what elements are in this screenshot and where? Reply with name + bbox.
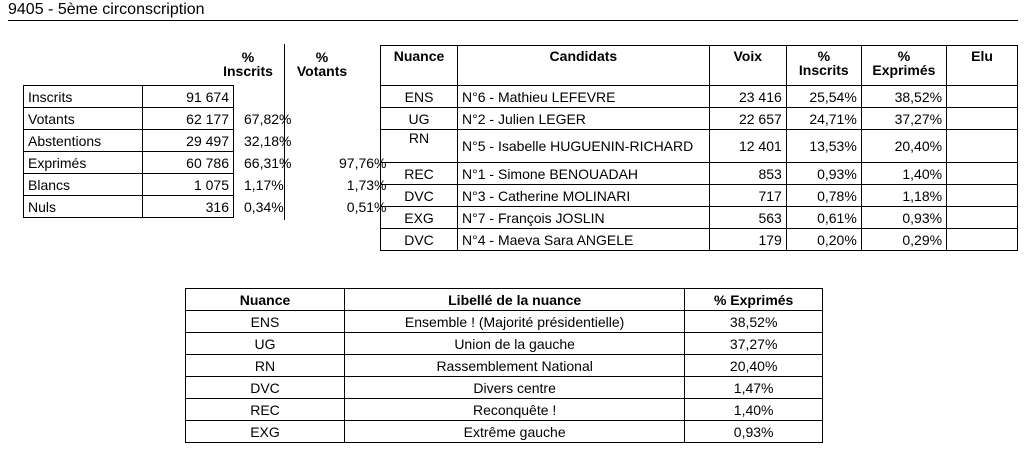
nuance-pct: 1,40% [685,399,823,421]
candidate-nuance: EXG [381,207,458,229]
stats-header-pct-inscrits [216,50,280,78]
candidate-voix: 853 [709,163,786,185]
stats-header-pct-votants [290,50,354,78]
nuance-pct: 0,93% [685,421,823,443]
stats-label: Exprimés [24,152,143,174]
candidate-name: N°2 - Julien LEGER [458,108,710,130]
candidate-voix: 22 657 [709,108,786,130]
nuance-row [186,399,823,421]
candidate-elu [947,86,1018,108]
nuance-pct: 20,40% [685,355,823,377]
candidate-pct-inscrits: 13,53% [786,130,861,163]
stats-row [24,152,393,174]
candidate-nuance: DVC [381,229,458,251]
stats-value: 29 497 [143,130,234,152]
stats-row [24,174,393,196]
col-pct-symbol: % [897,48,911,64]
stats-row [24,196,393,218]
stats-label: Votants [24,108,143,130]
candidate-pct-exprimes: 0,93% [861,207,946,229]
nuance-row [186,421,823,443]
candidate-row [381,207,1018,229]
candidate-name: N°6 - Mathieu LEFEVRE [458,86,710,108]
stats-value: 1 075 [143,174,234,196]
stats-value: 60 786 [143,152,234,174]
nuance-row [186,377,823,399]
candidate-elu [947,108,1018,130]
stats-pct-inscrits: 32,18% [244,132,292,149]
nuance-code: RN [186,355,345,377]
nuance-code: DVC [186,377,345,399]
candidate-elu [947,185,1018,207]
stats-pct-votants: 0,51% [346,198,387,215]
nuance-libelle: Divers centre [344,377,684,399]
nuance-libelle: Rassemblement National [344,355,684,377]
stats-label: Inscrits [24,86,143,108]
stats-value: 62 177 [143,108,234,130]
stats-pct-inscrits [234,86,315,108]
nuance-code: REC [186,399,345,421]
candidate-voix: 179 [709,229,786,251]
nuances-table [185,288,823,443]
candidate-pct-inscrits: 0,20% [786,229,861,251]
stats-label: Abstentions [24,130,143,152]
col-voix: Voix [709,46,786,86]
col-exprimes-label: Exprimés [872,62,936,78]
title-underline [8,20,1018,21]
candidate-row [381,130,1018,163]
stats-value: 91 674 [143,86,234,108]
nuance-row [186,355,823,377]
candidate-nuance: DVC [381,185,458,207]
stats-label: Nuls [24,196,143,218]
nuances-col-pct: % Exprimés [685,289,823,311]
nuance-libelle: Ensemble ! (Majorité présidentielle) [344,311,684,333]
candidate-name: N°5 - Isabelle HUGUENIN-RICHARD [458,130,710,163]
candidate-name: N°7 - François JOSLIN [458,207,710,229]
nuances-col-nuance: Nuance [186,289,345,311]
candidate-voix: 12 401 [709,130,786,163]
stats-pct-votants: 97,76% [339,154,387,171]
stats-row [24,130,393,152]
candidate-voix: 23 416 [709,86,786,108]
candidate-pct-exprimes: 1,18% [861,185,946,207]
nuance-row [186,311,823,333]
candidate-name: N°3 - Catherine MOLINARI [458,185,710,207]
candidate-pct-exprimes: 37,27% [861,108,946,130]
col-nuance: Nuance [381,46,458,86]
stats-table [23,85,393,218]
nuances-header-row [186,289,823,311]
col-pct-inscrits [786,46,861,86]
nuance-code: UG [186,333,345,355]
candidate-name: N°1 - Simone BENOUADAH [458,163,710,185]
candidate-pct-inscrits: 25,54% [786,86,861,108]
col-pct-symbol: % [817,48,831,64]
candidate-nuance: UG [381,108,458,130]
nuance-row [186,333,823,355]
candidate-row [381,86,1018,108]
col-elu: Elu [947,46,1018,86]
stats-row [24,108,393,130]
candidate-voix: 563 [709,207,786,229]
candidate-elu [947,229,1018,251]
stats-header-votants-label: Votants [296,63,348,79]
stats-label: Blancs [24,174,143,196]
candidates-header-row [381,46,1018,86]
nuance-libelle: Extrême gauche [344,421,684,443]
nuance-libelle: Union de la gauche [344,333,684,355]
stats-pct-votants: 1,73% [346,176,387,193]
stats-value: 316 [143,196,234,218]
candidate-voix: 717 [709,185,786,207]
candidate-elu [947,163,1018,185]
candidate-elu [947,130,1018,163]
candidate-pct-inscrits: 24,71% [786,108,861,130]
stats-header-pct-symbol: % [315,49,329,65]
candidate-nuance: ENS [381,86,458,108]
col-pct-exprimes [861,46,946,86]
candidate-pct-exprimes: 20,40% [861,130,946,163]
candidate-row [381,163,1018,185]
candidate-pct-exprimes: 0,29% [861,229,946,251]
candidates-table [380,45,1018,251]
stats-pct-inscrits: 66,31% [244,154,292,171]
nuance-libelle: Reconquête ! [344,399,684,421]
page-title: 9405 - 5ème circonscription [8,1,205,18]
candidate-row [381,185,1018,207]
nuance-pct: 37,27% [685,333,823,355]
nuance-pct: 1,47% [685,377,823,399]
stats-pct-inscrits: 67,82% [244,110,292,127]
candidate-pct-inscrits: 0,93% [786,163,861,185]
nuance-code: EXG [186,421,345,443]
stats-pct-inscrits: 1,17% [244,176,284,193]
stats-pct-inscrits: 0,34% [244,198,284,215]
candidate-nuance: RN [381,130,458,163]
candidate-name: N°4 - Maeva Sara ANGELE [458,229,710,251]
nuances-col-libelle: Libellé de la nuance [344,289,684,311]
candidate-pct-inscrits: 0,78% [786,185,861,207]
col-candidats: Candidats [458,46,710,86]
stats-header-inscrits-label: Inscrits [223,63,273,79]
candidate-pct-exprimes: 38,52% [861,86,946,108]
candidate-nuance: REC [381,163,458,185]
stats-row [24,86,393,108]
candidate-row [381,229,1018,251]
stats-header-pct-symbol: % [241,49,255,65]
candidate-pct-inscrits: 0,61% [786,207,861,229]
candidate-elu [947,207,1018,229]
nuance-pct: 38,52% [685,311,823,333]
col-inscrits-label: Inscrits [798,62,849,78]
nuance-code: ENS [186,311,345,333]
candidate-row [381,108,1018,130]
candidate-pct-exprimes: 1,40% [861,163,946,185]
